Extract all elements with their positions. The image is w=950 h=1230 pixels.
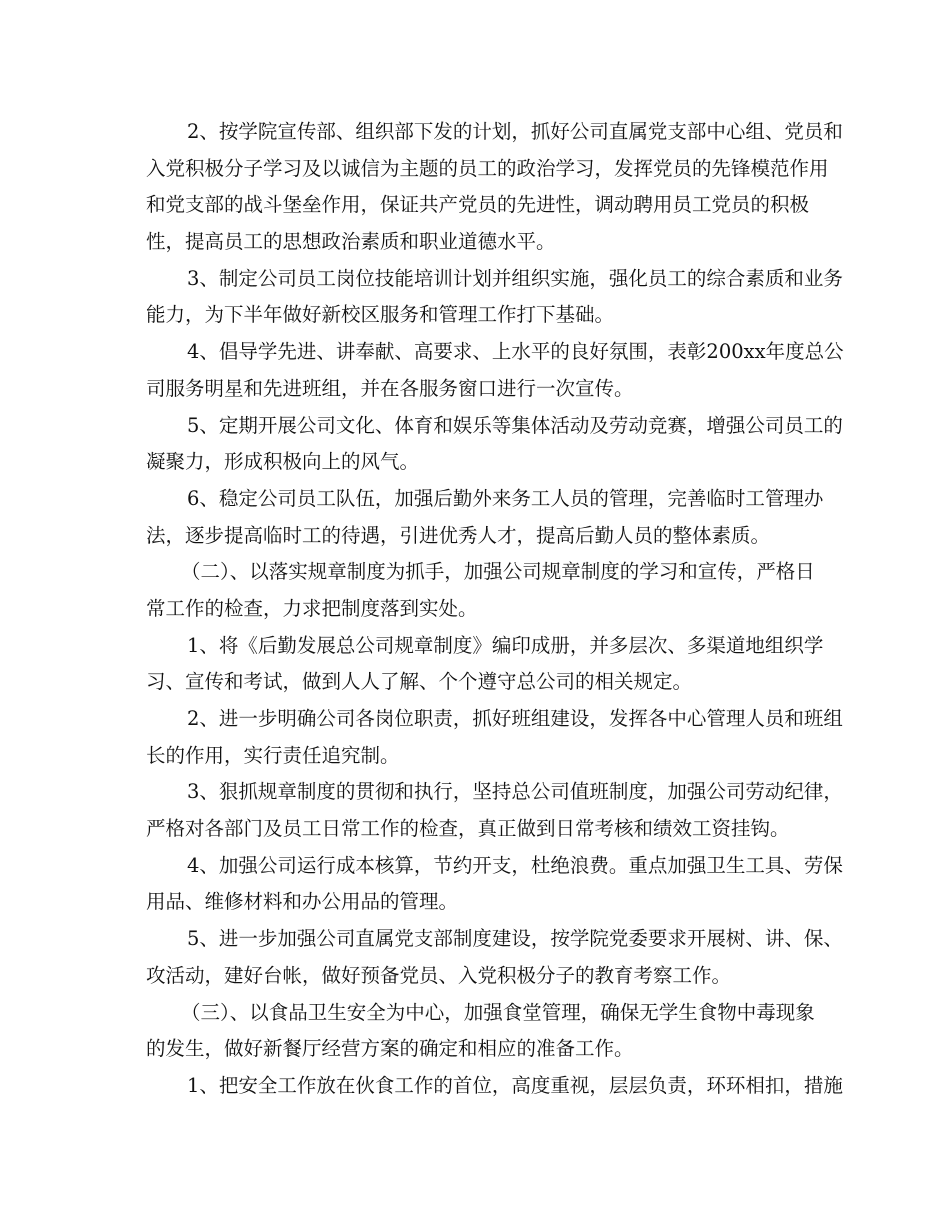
section-heading-line: 常工作的检查，力求把制度落到实处。 (146, 596, 478, 620)
text-line: 长的作用，实行责任追究制。 (146, 743, 400, 767)
text-line: 5、定期开展公司文化、体育和娱乐等集体活动及劳动竞赛，增强公司员工的 (187, 413, 843, 437)
text-line: 1、将《后勤发展总公司规章制度》编印成册，并多层次、多渠道地组织学 (187, 633, 824, 657)
text-line: 司服务明星和先进班组，并在各服务窗口进行一次宣传。 (146, 376, 634, 400)
document-body (146, 114, 844, 1105)
text-line: 严格对各部门及员工日常工作的检查，真正做到日常考核和绩效工资挂钩。 (146, 817, 790, 841)
section-heading-line: （二）、以落实规章制度为抓手，加强公司规章制度的学习和宣传，严格日 (181, 560, 815, 584)
text-line: 4、加强公司运行成本核算，节约开支，杜绝浪费。重点加强卫生工具、劳保 (187, 853, 843, 877)
section-heading-line: （三）、以食品卫生安全为中心，加强食堂管理，确保无学生食物中毒现象 (181, 1000, 815, 1024)
text-line: 2、按学院宣传部、组织部下发的计划，抓好公司直属党支部中心组、党员和 (187, 120, 843, 143)
text-line: 入党积极分子学习及以诚信为主题的员工的政治学习，发挥党员的先锋模范作用 (146, 156, 829, 180)
text-line: 法，逐步提高临时工的待遇，引进优秀人才，提高后勤人员的整体素质。 (146, 523, 771, 547)
text-line: 6、稳定公司员工队伍，加强后勤外来务工人员的管理，完善临时工管理办 (187, 486, 824, 510)
text-line: 习、宣传和考试，做到人人了解、个个遵守总公司的相关规定。 (146, 670, 693, 694)
text-line: 5、进一步加强公司直属党支部制度建设，按学院党委要求开展树、讲、保、 (187, 927, 843, 951)
section-heading-line: 的发生，做好新餐厅经营方案的确定和相应的准备工作。 (146, 1037, 634, 1061)
text-line: 凝聚力，形成积极向上的风气。 (146, 450, 420, 474)
text-line: 2、进一步明确公司各岗位职责，抓好班组建设，发挥各中心管理人员和班组 (187, 707, 843, 730)
text-line: 和党支部的战斗堡垒作用，保证共产党员的先进性，调动聘用员工党员的积极 (146, 193, 810, 217)
text-line: 1、把安全工作放在伙食工作的首位，高度重视，层层负责，环环相扣，措施 (187, 1073, 843, 1097)
text-line: 用品、维修材料和办公用品的管理。 (146, 890, 459, 914)
text-line: 性，提高员工的思想政治素质和职业道德水平。 (146, 230, 556, 254)
text-line: 4、倡导学先进、讲奉献、高要求、上水平的良好氛围，表彰200xx年度总公 (187, 340, 844, 364)
text-line: 能力，为下半年做好新校区服务和管理工作打下基础。 (146, 303, 615, 327)
text-line: 攻活动，建好台帐，做好预备党员、入党积极分子的教育考察工作。 (146, 963, 732, 987)
text-line: 3、狠抓规章制度的贯彻和执行，坚持总公司值班制度，加强公司劳动纪律， (187, 780, 843, 804)
text-line: 3、制定公司员工岗位技能培训计划并组织实施，强化员工的综合素质和业务 (187, 266, 843, 290)
